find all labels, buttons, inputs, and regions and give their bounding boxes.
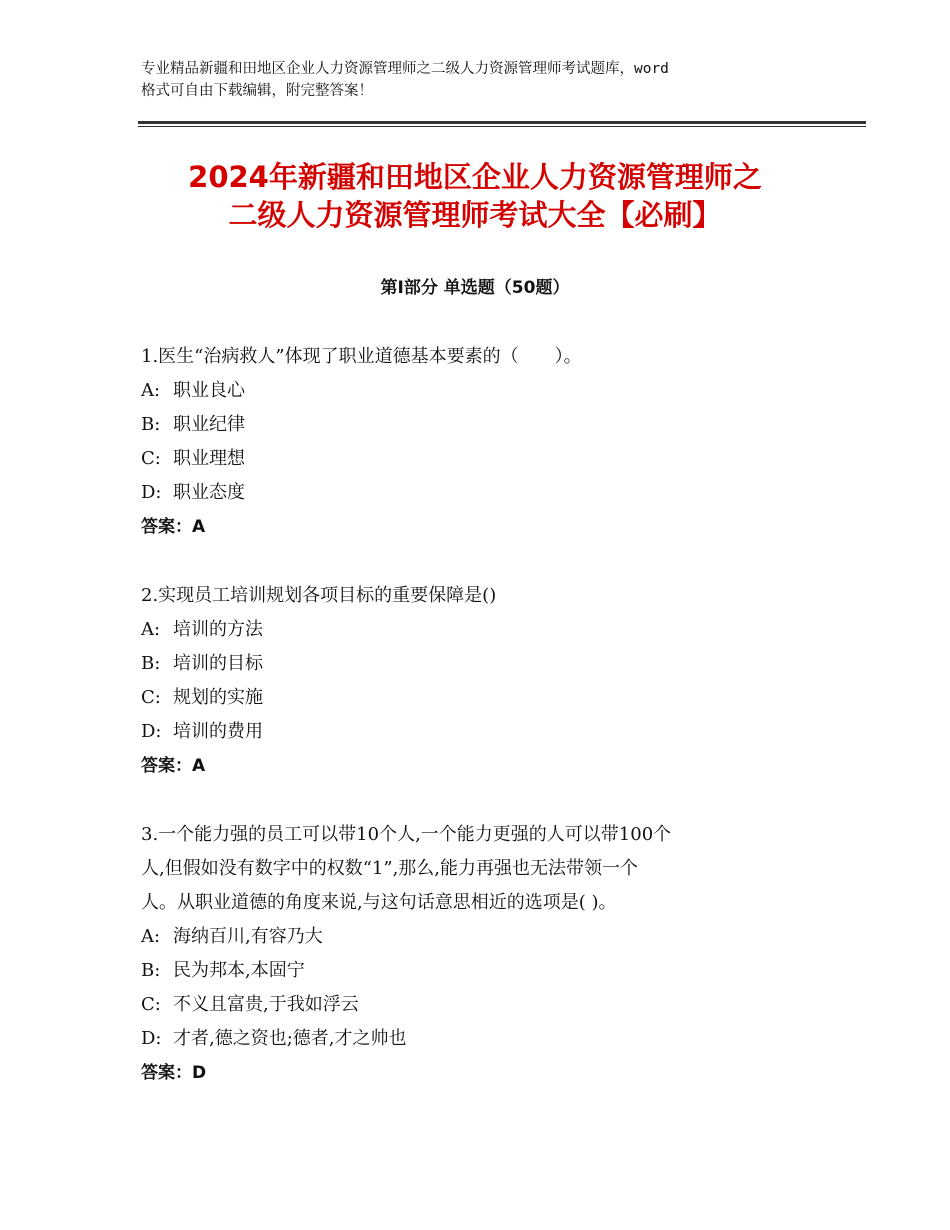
header-divider-thin xyxy=(138,126,866,127)
option-text: 职业理想 xyxy=(173,448,245,469)
question-3 xyxy=(141,818,821,1090)
header-divider-thick xyxy=(138,121,866,124)
option-text: 不义且富贵,于我如浮云 xyxy=(173,994,359,1015)
answer-line: 答案：A xyxy=(141,756,206,776)
document-title-line-1: 2024年新疆和田地区企业人力资源管理师之 xyxy=(188,160,762,194)
option-a xyxy=(141,920,821,954)
option-letter: C: xyxy=(141,994,161,1015)
option-letter: B: xyxy=(141,653,161,674)
question-stem: 2.实现员工培训规划各项目标的重要保障是() xyxy=(141,585,497,606)
question-stem: 1.医生“治病救人”体现了职业道德基本要素的（ ）。 xyxy=(141,346,582,367)
option-letter: C: xyxy=(141,448,161,469)
question-stem-line-3: 人。从职业道德的角度来说,与这句话意思相近的选项是( )。 xyxy=(141,892,617,913)
option-text: 海纳百川,有容乃大 xyxy=(173,926,323,947)
document-title-line-2: 二级人力资源管理师考试大全【必刷】 xyxy=(228,198,722,232)
option-d xyxy=(141,1022,821,1056)
option-c xyxy=(141,442,821,476)
section-heading: 第Ⅰ部分 单选题（50题） xyxy=(380,278,570,298)
option-d xyxy=(141,476,821,510)
option-text: 职业纪律 xyxy=(173,414,245,435)
option-c xyxy=(141,988,821,1022)
document-title xyxy=(100,158,850,234)
option-text: 民为邦本,本固宁 xyxy=(173,960,305,981)
option-letter: B: xyxy=(141,414,161,435)
option-text: 培训的费用 xyxy=(173,721,263,742)
answer-line: 答案：A xyxy=(141,517,206,537)
question-stem-line-2: 人,但假如没有数字中的权数“1”,那么,能力再强也无法带领一个 xyxy=(141,858,639,879)
option-text: 职业态度 xyxy=(173,482,245,503)
option-letter: B: xyxy=(141,960,161,981)
option-text: 规划的实施 xyxy=(173,687,263,708)
question-2 xyxy=(141,579,821,783)
option-text: 职业良心 xyxy=(173,380,245,401)
option-letter: C: xyxy=(141,687,161,708)
option-b xyxy=(141,647,821,681)
header-note-line-1: 专业精品新疆和田地区企业人力资源管理师之二级人力资源管理师考试题库，word xyxy=(141,61,669,77)
question-1 xyxy=(141,340,821,544)
option-letter: A: xyxy=(141,926,161,947)
option-text: 才者,德之资也;德者,才之帅也 xyxy=(173,1028,407,1049)
option-letter: D: xyxy=(141,721,162,742)
option-letter: D: xyxy=(141,1028,162,1049)
option-b xyxy=(141,954,821,988)
option-b xyxy=(141,408,821,442)
option-a xyxy=(141,374,821,408)
option-text: 培训的方法 xyxy=(173,619,263,640)
option-c xyxy=(141,681,821,715)
option-a xyxy=(141,613,821,647)
header-note-line-2: 格式可自由下载编辑，附完整答案！ xyxy=(141,83,373,99)
question-stem-line-1: 3.一个能力强的员工可以带10个人,一个能力更强的人可以带100个 xyxy=(141,824,672,845)
option-text: 培训的目标 xyxy=(173,653,263,674)
header-note xyxy=(141,58,831,102)
option-letter: A: xyxy=(141,619,161,640)
option-d xyxy=(141,715,821,749)
option-letter: D: xyxy=(141,482,162,503)
answer-line: 答案：D xyxy=(141,1063,207,1083)
option-letter: A: xyxy=(141,380,161,401)
